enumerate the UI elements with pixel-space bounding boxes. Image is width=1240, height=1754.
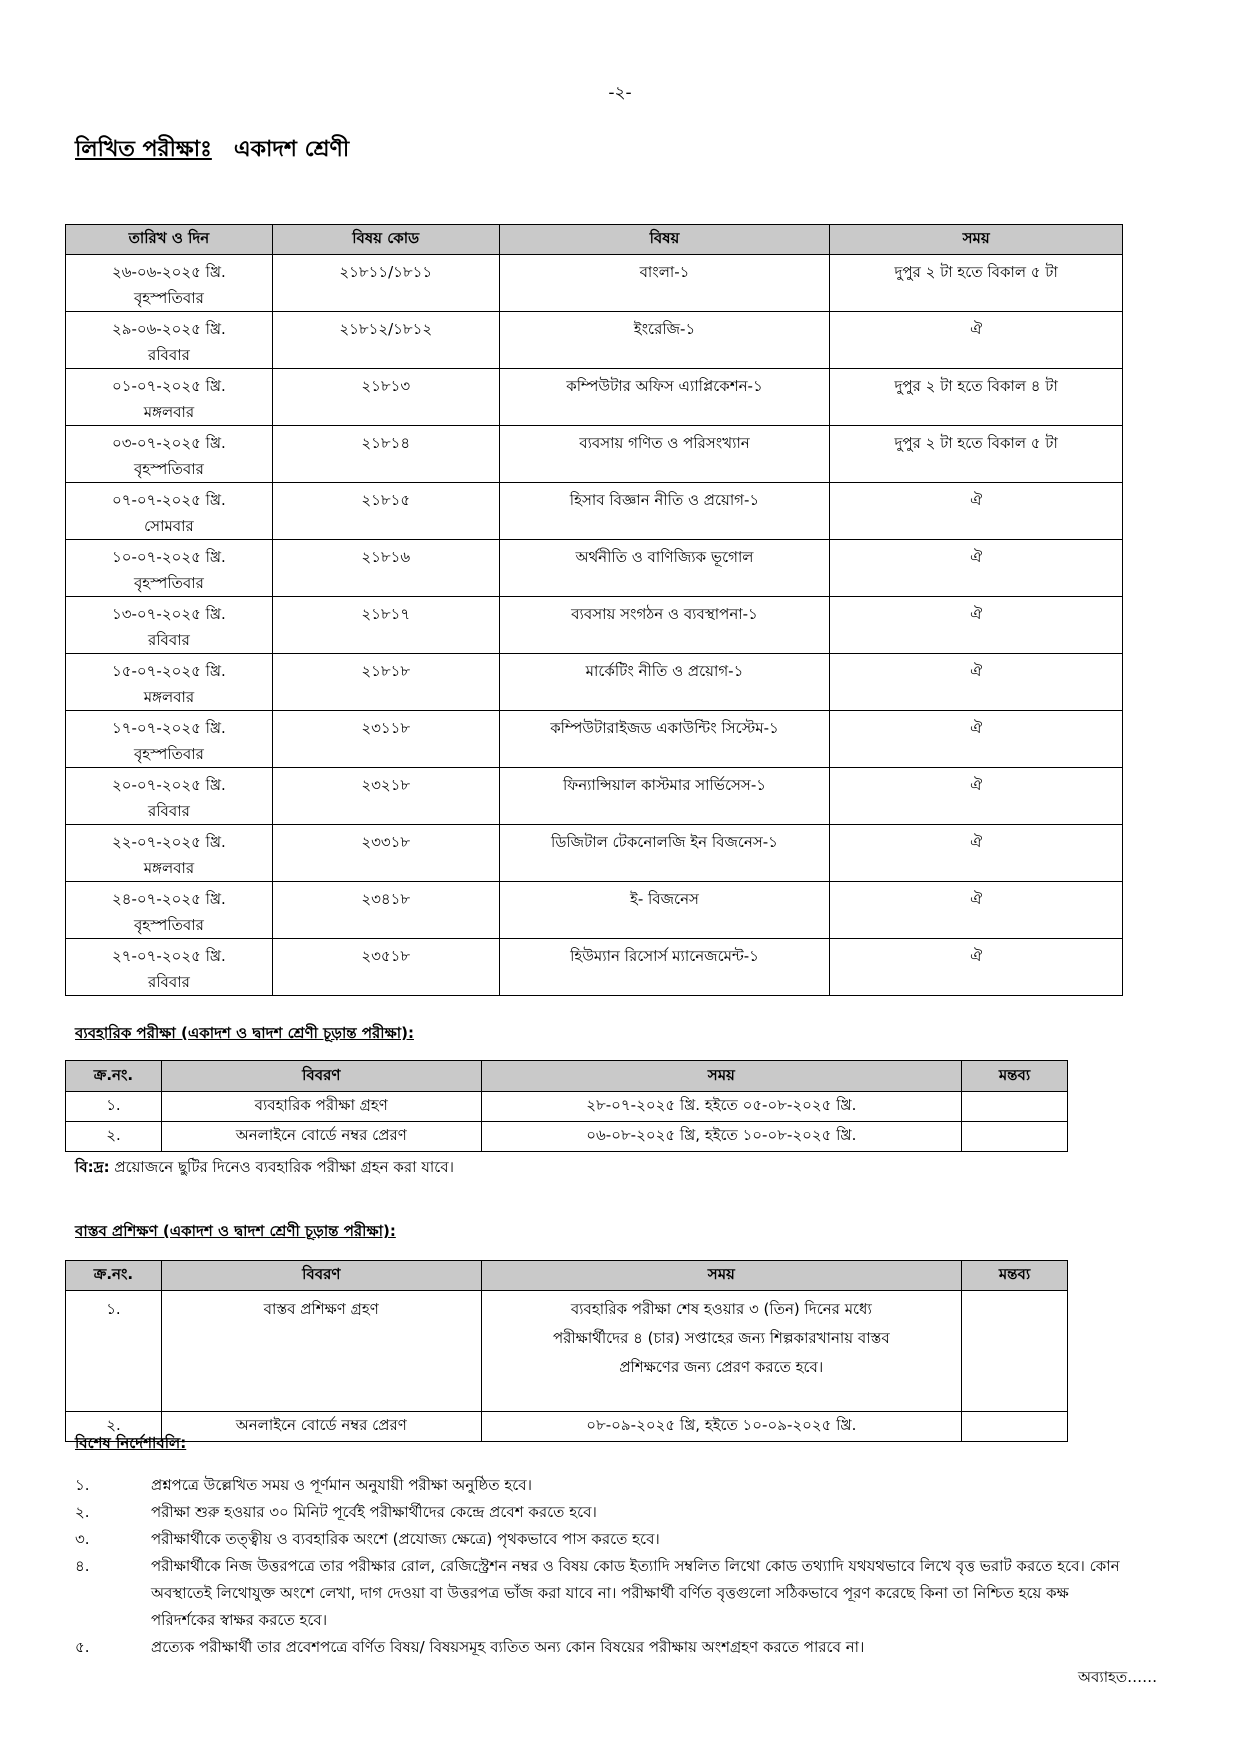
table-row: [66, 312, 1123, 369]
date-text: ২৬-০৬-২০২৫ খ্রি.: [112, 263, 226, 281]
day-text: সোমবার: [144, 517, 194, 535]
table-row: [66, 882, 1123, 939]
table-row: [66, 369, 1123, 426]
subject-cell: কম্পিউটার অফিস এ্যাপ্লিকেশন-১: [499, 369, 830, 426]
subject-cell: ব্যবসায় সংগঠন ও ব্যবস্থাপনা-১: [499, 597, 830, 654]
code-cell: ২১৮১৪: [272, 426, 499, 483]
subject-cell: ইংরেজি-১: [499, 312, 830, 369]
time-cell: ঐ: [830, 939, 1123, 996]
date-text: ১৫-০৭-২০২৫ খ্রি.: [112, 662, 226, 680]
time-cell: ০৬-০৮-২০২৫ খ্রি, হইতে ১০-০৮-২০২৫ খ্রি.: [481, 1122, 961, 1152]
column-header: মন্তব্য: [962, 1061, 1068, 1092]
date-cell: [66, 483, 273, 540]
column-header: মন্তব্য: [962, 1261, 1068, 1291]
serial-cell: ১.: [66, 1092, 162, 1122]
date-cell: [66, 882, 273, 939]
list-item: [75, 1526, 1135, 1553]
item-text: পরীক্ষা শুরু হওয়ার ৩০ মিনিট পূর্বেই পরীক্ষার্থীদের কেন্দ্রে প্রবেশ করতে হবে।: [151, 1503, 597, 1521]
item-text: পরীক্ষার্থীকে তত্ত্বীয় ও ব্যবহারিক অংশে (প্রযোজ্য ক্ষেত্রে) পৃথকভাবে পাস করতে হবে।: [151, 1530, 660, 1548]
table-row: [66, 426, 1123, 483]
table-header-row: [66, 225, 1123, 255]
table-row: [66, 711, 1123, 768]
date-cell: [66, 255, 273, 312]
table-row: [66, 597, 1123, 654]
time-cell: ঐ: [830, 882, 1123, 939]
heading-label: লিখিত পরীক্ষাঃ: [75, 137, 212, 162]
table-row: [66, 1092, 1068, 1122]
table-row: [66, 483, 1123, 540]
remark-cell: [962, 1122, 1068, 1152]
description-cell: বাস্তব প্রশিক্ষণ গ্রহণ: [161, 1291, 481, 1412]
time-cell: ঐ: [830, 483, 1123, 540]
time-line: পরীক্ষার্থীদের ৪ (চার) সপ্তাহের জন্য শিল্পকারখানায় বাস্তব: [552, 1329, 890, 1347]
table-row: [66, 1122, 1068, 1152]
table-row: [66, 255, 1123, 312]
item-number: ১.: [75, 1476, 90, 1494]
time-cell: দুপুর ২ টা হতে বিকাল ৪ টা: [830, 369, 1123, 426]
date-cell: [66, 939, 273, 996]
column-header: ক্র.নং.: [66, 1261, 162, 1291]
list-item: [75, 1553, 1135, 1634]
day-text: মঙ্গলবার: [143, 688, 195, 706]
time-cell: দুপুর ২ টা হতে বিকাল ৫ টা: [830, 426, 1123, 483]
item-number: ২.: [75, 1503, 90, 1521]
subject-cell: ডিজিটাল টেকনোলজি ইন বিজনেস-১: [499, 825, 830, 882]
item-text: প্রত্যেক পরীক্ষার্থী তার প্রবেশপত্রে বর্ণিত বিষয়/ বিষয়সমূহ ব্যতিত অন্য কোন বিষয়ের পরীক্ষায় অংশগ্রহণ করতে পারবে না।: [151, 1638, 865, 1656]
date-cell: [66, 654, 273, 711]
code-cell: ২৩৫১৮: [272, 939, 499, 996]
time-cell: [481, 1291, 961, 1412]
subject-cell: কম্পিউটারাইজড একাউন্টিং সিস্টেম-১: [499, 711, 830, 768]
subject-cell: ই- বিজনেস: [499, 882, 830, 939]
item-text: পরীক্ষার্থীকে নিজ উত্তরপত্রে তার পরীক্ষার রোল, রেজিস্ট্রেশন নম্বর ও বিষয় কোড ইত্যাদি সম্বলিত লিথো কোড তথ্যাদি যথযথভাবে লিখে বৃত্ত ভরাট করতে হবে। কোন অবস্থাতেই লিথোযুক্ত অংশে লেখা, দাগ দেওয়া বা উত্তরপত্র ভাঁজ করা যাবে না। পরীক্ষার্থী বর্ণিত বৃত্তগুলো সঠিকভাবে পূরণ করেছে কিনা তা নিশ্চিত হয়ে কক্ষ পরিদর্শকের স্বাক্ষর করতে হবে।: [151, 1557, 1120, 1629]
day-text: বৃহস্পতিবার: [133, 574, 204, 592]
remark-cell: [962, 1092, 1068, 1122]
item-number: ৩.: [75, 1530, 90, 1548]
day-text: মঙ্গলবার: [143, 859, 195, 877]
table-header-row: [66, 1261, 1068, 1291]
note-text: প্রয়োজনে ছুটির দিনেও ব্যবহারিক পরীক্ষা গ্রহন করা যাবে।: [109, 1158, 454, 1176]
day-text: রবিবার: [147, 631, 190, 649]
code-cell: ২১৮১৭: [272, 597, 499, 654]
time-cell: ঐ: [830, 540, 1123, 597]
time-line: প্রশিক্ষণের জন্য প্রেরণ করতে হবে।: [619, 1358, 824, 1376]
subject-cell: ব্যবসায় গণিত ও পরিসংখ্যান: [499, 426, 830, 483]
remark-cell: [962, 1412, 1068, 1442]
list-item: [75, 1472, 1135, 1499]
table-row: [66, 939, 1123, 996]
date-text: ২৭-০৭-২০২৫ খ্রি.: [112, 947, 226, 965]
day-text: বৃহস্পতিবার: [133, 460, 204, 478]
code-cell: ২৩২১৮: [272, 768, 499, 825]
code-cell: ২১৮১২/১৮১২: [272, 312, 499, 369]
column-header: ক্র.নং.: [66, 1061, 162, 1092]
practical-section-title: ব্যবহারিক পরীক্ষা (একাদশ ও দ্বাদশ শ্রেণী চূড়ান্ত পরীক্ষা):: [75, 1024, 414, 1042]
page-number: -২-: [608, 83, 632, 103]
table-row: [66, 540, 1123, 597]
list-item: [75, 1499, 1135, 1526]
remark-cell: [962, 1291, 1068, 1412]
serial-cell: ১.: [66, 1291, 162, 1412]
code-cell: ২১৮১৩: [272, 369, 499, 426]
date-text: ২০-০৭-২০২৫ খ্রি.: [112, 776, 226, 794]
list-item: [75, 1634, 1135, 1661]
code-cell: ২৩৩১৮: [272, 825, 499, 882]
column-header: তারিখ ও দিন: [66, 225, 273, 255]
code-cell: ২১৮১৬: [272, 540, 499, 597]
date-cell: [66, 825, 273, 882]
day-text: মঙ্গলবার: [143, 403, 195, 421]
code-cell: ২১৮১৮: [272, 654, 499, 711]
code-cell: ২৩৪১৮: [272, 882, 499, 939]
time-cell: ঐ: [830, 825, 1123, 882]
date-cell: [66, 426, 273, 483]
date-text: ১৭-০৭-২০২৫ খ্রি.: [112, 719, 226, 737]
date-cell: [66, 768, 273, 825]
time-cell: ঐ: [830, 312, 1123, 369]
training-section-title: বাস্তব প্রশিক্ষণ (একাদশ ও দ্বাদশ শ্রেণী চূড়ান্ত পরীক্ষা):: [75, 1222, 396, 1240]
day-text: বৃহস্পতিবার: [133, 745, 204, 763]
table-row: [66, 768, 1123, 825]
date-text: ২৪-০৭-২০২৫ খ্রি.: [112, 890, 226, 908]
item-number: ৪.: [75, 1557, 90, 1575]
date-cell: [66, 597, 273, 654]
table-row: [66, 1291, 1068, 1412]
time-cell: ০৮-০৯-২০২৫ খ্রি, হইতে ১০-০৯-২০২৫ খ্রি.: [481, 1412, 961, 1442]
instructions-title: বিশেষ নির্দেশাবলি:: [75, 1434, 187, 1452]
serial-cell: ২.: [66, 1122, 162, 1152]
code-cell: ২১৮১১/১৮১১: [272, 255, 499, 312]
time-line: ব্যবহারিক পরীক্ষা শেষ হওয়ার ৩ (তিন) দিনের মধ্যে: [570, 1300, 872, 1318]
date-cell: [66, 711, 273, 768]
item-text: প্রশ্নপত্রে উল্লেখিত সময় ও পূর্ণমান অনুযায়ী পরীক্ষা অনুষ্ঠিত হবে।: [151, 1476, 532, 1494]
day-text: বৃহস্পতিবার: [133, 916, 204, 934]
code-cell: ২৩১১৮: [272, 711, 499, 768]
column-header: বিষয়: [499, 225, 830, 255]
column-header: বিবরণ: [161, 1261, 481, 1291]
subject-cell: অর্থনীতি ও বাণিজ্যিক ভূগোল: [499, 540, 830, 597]
subject-cell: ফিন্যান্সিয়াল কাস্টমার সার্ভিসেস-১: [499, 768, 830, 825]
code-cell: ২১৮১৫: [272, 483, 499, 540]
continued-label: অব্যাহত……: [1078, 1668, 1158, 1686]
table-header-row: [66, 1061, 1068, 1092]
heading-class: একাদশ শ্রেণী: [233, 137, 350, 162]
time-cell: ঐ: [830, 654, 1123, 711]
practical-exam-table: [65, 1060, 1068, 1152]
table-row: [66, 654, 1123, 711]
column-header: বিবরণ: [161, 1061, 481, 1092]
note: [75, 1156, 454, 1181]
date-text: ০৭-০৭-২০২৫ খ্রি.: [112, 491, 226, 509]
time-cell: দুপুর ২ টা হতে বিকাল ৫ টা: [830, 255, 1123, 312]
time-cell: ঐ: [830, 768, 1123, 825]
time-cell: ঐ: [830, 711, 1123, 768]
day-text: বৃহস্পতিবার: [133, 289, 204, 307]
instructions-list: [75, 1472, 1135, 1661]
date-cell: [66, 312, 273, 369]
date-text: ২৯-০৬-২০২৫ খ্রি.: [112, 320, 226, 338]
description-cell: অনলাইনে বোর্ডে নম্বর প্রেরণ: [161, 1122, 481, 1152]
column-header: সময়: [481, 1261, 961, 1291]
column-header: সময়: [830, 225, 1123, 255]
description-cell: ব্যবহারিক পরীক্ষা গ্রহণ: [161, 1092, 481, 1122]
day-text: রবিবার: [147, 973, 190, 991]
date-text: ১০-০৭-২০২৫ খ্রি.: [112, 548, 226, 566]
page-title: [75, 132, 349, 169]
date-cell: [66, 540, 273, 597]
column-header: সময়: [481, 1061, 961, 1092]
day-text: রবিবার: [147, 802, 190, 820]
column-header: বিষয় কোড: [272, 225, 499, 255]
subject-cell: মার্কেটিং নীতি ও প্রয়োগ-১: [499, 654, 830, 711]
description-cell: অনলাইনে বোর্ডে নম্বর প্রেরণ: [161, 1412, 481, 1442]
subject-cell: হিউম্যান রিসোর্স ম্যানেজমেন্ট-১: [499, 939, 830, 996]
day-text: রবিবার: [147, 346, 190, 364]
date-text: ২২-০৭-২০২৫ খ্রি.: [112, 833, 226, 851]
date-cell: [66, 369, 273, 426]
table-row: [66, 825, 1123, 882]
note-label: বি:দ্র:: [75, 1158, 110, 1176]
subject-cell: বাংলা-১: [499, 255, 830, 312]
table-row: [66, 1412, 1068, 1442]
date-text: ০১-০৭-২০২৫ খ্রি.: [112, 377, 226, 395]
exam-schedule-table: [65, 224, 1123, 996]
time-cell: ঐ: [830, 597, 1123, 654]
time-cell: ২৮-০৭-২০২৫ খ্রি. হইতে ০৫-০৮-২০২৫ খ্রি.: [481, 1092, 961, 1122]
serial-cell: ২.: [66, 1412, 162, 1442]
subject-cell: হিসাব বিজ্ঞান নীতি ও প্রয়োগ-১: [499, 483, 830, 540]
item-number: ৫.: [75, 1638, 90, 1656]
training-table: [65, 1260, 1068, 1442]
date-text: ১৩-০৭-২০২৫ খ্রি.: [112, 605, 226, 623]
date-text: ০৩-০৭-২০২৫ খ্রি.: [112, 434, 226, 452]
